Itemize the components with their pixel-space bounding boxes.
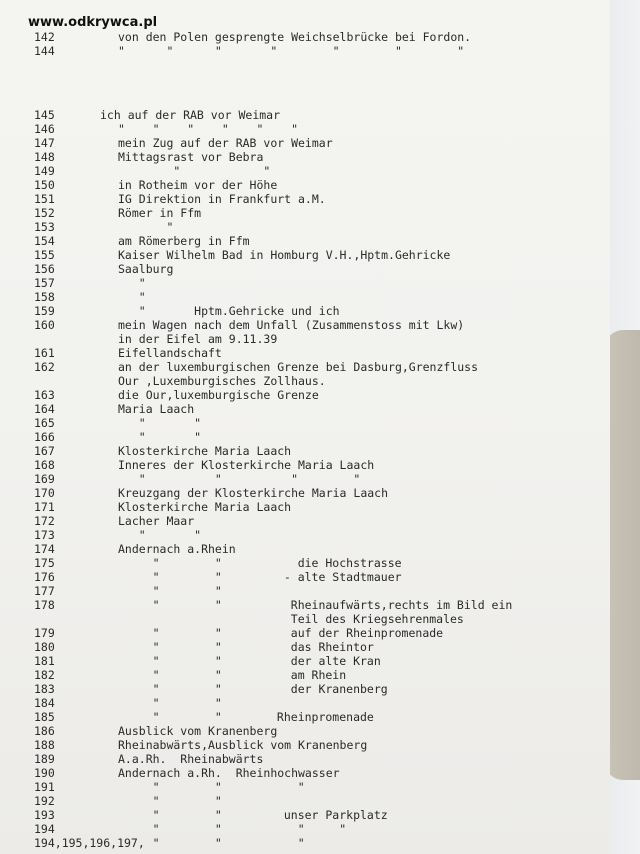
- document-line: [0, 598, 610, 613]
- line-text: mein Wagen nach dem Unfall (Zusammenstoss mit Lkw): [118, 318, 465, 332]
- document-line: [0, 766, 610, 781]
- document-line: [0, 724, 610, 739]
- line-description: die Hochstrasse: [270, 556, 402, 570]
- line-text: Andernach a.Rh. Rheinhochwasser: [118, 766, 340, 780]
- line-text: Klosterkirche Maria Laach: [118, 500, 292, 514]
- document-line: [0, 178, 610, 193]
- line-number: 146: [34, 122, 55, 136]
- line-text: " ": [118, 598, 222, 612]
- document-line: [0, 416, 610, 431]
- document-line: [0, 626, 610, 641]
- line-text: " ": [118, 808, 222, 822]
- line-description: Rheinaufwärts,rechts im Bild ein: [270, 598, 513, 612]
- line-number: 168: [34, 458, 55, 472]
- document-line: [0, 346, 610, 361]
- line-text: " ": [118, 696, 222, 710]
- document-line: [0, 262, 610, 277]
- line-number: 165: [34, 416, 55, 430]
- line-number: 191: [34, 780, 55, 794]
- document-line: [0, 136, 610, 151]
- line-text: ": [118, 220, 174, 234]
- line-number: 175: [34, 556, 55, 570]
- line-number: 177: [34, 584, 55, 598]
- line-number: 169: [34, 472, 55, 486]
- document-line: [0, 248, 610, 263]
- line-text: " ": [118, 556, 222, 570]
- line-text: ich auf der RAB vor Weimar: [100, 108, 281, 122]
- document-line: [0, 164, 610, 179]
- line-text: " ": [118, 822, 222, 836]
- line-text: A.a.Rh. Rheinabwärts: [118, 752, 264, 766]
- line-text: mein Zug auf der RAB vor Weimar: [118, 136, 333, 150]
- line-description: unser Parkplatz: [270, 808, 388, 822]
- line-number: 158: [34, 290, 55, 304]
- line-text: " " " ": [118, 472, 361, 486]
- line-number: 166: [34, 430, 55, 444]
- line-text: " ": [118, 836, 222, 850]
- document-line: [0, 794, 610, 809]
- line-number: 147: [34, 136, 55, 150]
- watermark: www.odkrywca.pl: [28, 15, 158, 30]
- line-text: Eifellandschaft: [118, 346, 222, 360]
- document-line: [0, 472, 610, 487]
- document-line: [0, 220, 610, 235]
- line-text: Inneres der Klosterkirche Maria Laach: [118, 458, 375, 472]
- line-text: Mittagsrast vor Bebra: [118, 150, 264, 164]
- line-number: 192: [34, 794, 55, 808]
- document-line: [0, 430, 610, 445]
- document-line: [0, 612, 610, 627]
- document-line: [0, 696, 610, 711]
- line-description: auf der Rheinpromenade: [270, 626, 444, 640]
- line-text: am Römerberg in Ffm: [118, 234, 250, 248]
- document-line: [0, 374, 610, 389]
- document-line: [0, 556, 610, 571]
- line-number: 167: [34, 444, 55, 458]
- document-line: [0, 388, 610, 403]
- line-number: 155: [34, 248, 55, 262]
- line-number: 153: [34, 220, 55, 234]
- line-text: " " " " " " ": [118, 44, 465, 58]
- line-text: an der luxemburgischen Grenze bei Dasburg,Grenzfluss: [118, 360, 479, 374]
- document-line: [0, 318, 610, 333]
- line-number: 144: [34, 44, 55, 58]
- line-text: " ": [118, 570, 222, 584]
- document-line: [0, 444, 610, 459]
- line-number: 152: [34, 206, 55, 220]
- line-number: 163: [34, 388, 55, 402]
- line-number: 164: [34, 402, 55, 416]
- line-number: 182: [34, 668, 55, 682]
- document-line: [0, 402, 610, 417]
- line-number: 151: [34, 192, 55, 206]
- document-line: [0, 822, 610, 837]
- line-text: " ": [118, 780, 222, 794]
- line-text: Lacher Maar: [118, 514, 195, 528]
- line-text: " ": [118, 794, 222, 808]
- line-number: 160: [34, 318, 55, 332]
- line-description: - alte Stadtmauer: [270, 570, 402, 584]
- line-description: ": [270, 780, 305, 794]
- document-line: [0, 150, 610, 165]
- line-number: 145: [34, 108, 55, 122]
- line-text: " ": [118, 528, 202, 542]
- line-text: IG Direktion in Frankfurt a.M.: [118, 192, 326, 206]
- line-number: 154: [34, 234, 55, 248]
- line-text: von den Polen gesprengte Weichselbrücke bei Fordon.: [118, 30, 472, 44]
- document-line: [0, 710, 610, 725]
- document-line: [0, 500, 610, 515]
- document-line: [0, 458, 610, 473]
- line-number: 171: [34, 500, 55, 514]
- line-number: 159: [34, 304, 55, 318]
- line-description: " ": [270, 822, 347, 836]
- document-line: [0, 570, 610, 585]
- line-description: ": [270, 836, 305, 850]
- line-text: " Hptm.Gehricke und ich: [118, 304, 340, 318]
- document-line: [0, 752, 610, 767]
- line-text: in Rotheim vor der Höhe: [118, 178, 278, 192]
- line-number: 181: [34, 654, 55, 668]
- document-line: [0, 234, 610, 249]
- line-text: in der Eifel am 9.11.39: [118, 332, 278, 346]
- line-text: " ": [118, 668, 222, 682]
- line-number: 172: [34, 514, 55, 528]
- document-line: [0, 738, 610, 753]
- document-line: [0, 332, 610, 347]
- line-text: Rheinabwärts,Ausblick vom Kranenberg: [118, 738, 368, 752]
- document-line: [0, 276, 610, 291]
- document-line: [0, 44, 610, 59]
- line-description: das Rheintor: [270, 640, 374, 654]
- document-line: [0, 640, 610, 655]
- line-text: Ausblick vom Kranenberg: [118, 724, 278, 738]
- line-text: " ": [118, 626, 222, 640]
- line-text: Kreuzgang der Klosterkirche Maria Laach: [118, 486, 389, 500]
- line-number: 179: [34, 626, 55, 640]
- line-description: der alte Kran: [270, 654, 381, 668]
- line-text: " ": [118, 682, 222, 696]
- line-text: Our ,Luxemburgisches Zollhaus.: [118, 374, 326, 388]
- document-line: [0, 528, 610, 543]
- line-text: " ": [118, 710, 222, 724]
- line-number: 193: [34, 808, 55, 822]
- line-number: 148: [34, 150, 55, 164]
- line-number: 184: [34, 696, 55, 710]
- document-line: [0, 654, 610, 669]
- line-description: Teil des Kriegsehrenmales: [270, 612, 464, 626]
- line-number: 174: [34, 542, 55, 556]
- line-description: der Kranenberg: [270, 682, 388, 696]
- line-text: " " " " " ": [118, 122, 299, 136]
- line-text: " ": [118, 164, 271, 178]
- line-description: am Rhein: [270, 668, 347, 682]
- line-number: 162: [34, 360, 55, 374]
- line-text: Römer in Ffm: [118, 206, 202, 220]
- line-number: 156: [34, 262, 55, 276]
- line-text: Andernach a.Rhein: [118, 542, 236, 556]
- line-text: Kaiser Wilhelm Bad in Homburg V.H.,Hptm.Gehricke: [118, 248, 451, 262]
- line-number: 186: [34, 724, 55, 738]
- line-text: die Our,luxemburgische Grenze: [118, 388, 319, 402]
- line-number: 142: [34, 30, 55, 44]
- document-line: [0, 682, 610, 697]
- document-line: [0, 780, 610, 795]
- line-text: Saalburg: [118, 262, 174, 276]
- line-text: ": [118, 290, 146, 304]
- line-number: 188: [34, 738, 55, 752]
- line-number: 157: [34, 276, 55, 290]
- document-line: [0, 108, 610, 123]
- document-line: [0, 836, 610, 851]
- document-line: [0, 514, 610, 529]
- line-number: 180: [34, 640, 55, 654]
- document-line: [0, 584, 610, 599]
- line-description: Rheinpromenade: [270, 710, 374, 724]
- line-text: " ": [118, 640, 222, 654]
- document-line: [0, 360, 610, 375]
- document-line: [0, 30, 610, 45]
- line-number: 150: [34, 178, 55, 192]
- line-text: Maria Laach: [118, 402, 195, 416]
- line-text: " ": [118, 430, 202, 444]
- document-line: [0, 486, 610, 501]
- line-number: 170: [34, 486, 55, 500]
- line-number: 194,195,196,197,: [34, 836, 145, 850]
- document-line: [0, 122, 610, 137]
- background-object: [605, 330, 640, 780]
- line-text: " ": [118, 584, 222, 598]
- line-text: " ": [118, 654, 222, 668]
- line-number: 190: [34, 766, 55, 780]
- line-text: " ": [118, 416, 202, 430]
- document-line: [0, 206, 610, 221]
- document-line: [0, 290, 610, 305]
- line-number: 194: [34, 822, 55, 836]
- line-number: 189: [34, 752, 55, 766]
- document-line: [0, 542, 610, 557]
- line-number: 183: [34, 682, 55, 696]
- line-number: 173: [34, 528, 55, 542]
- document-line: [0, 192, 610, 207]
- line-text: ": [118, 276, 146, 290]
- document-line: [0, 668, 610, 683]
- line-number: 149: [34, 164, 55, 178]
- document-line: [0, 304, 610, 319]
- document-line: [0, 808, 610, 823]
- line-number: 178: [34, 598, 55, 612]
- line-number: 185: [34, 710, 55, 724]
- line-number: 176: [34, 570, 55, 584]
- line-number: 161: [34, 346, 55, 360]
- line-text: Klosterkirche Maria Laach: [118, 444, 292, 458]
